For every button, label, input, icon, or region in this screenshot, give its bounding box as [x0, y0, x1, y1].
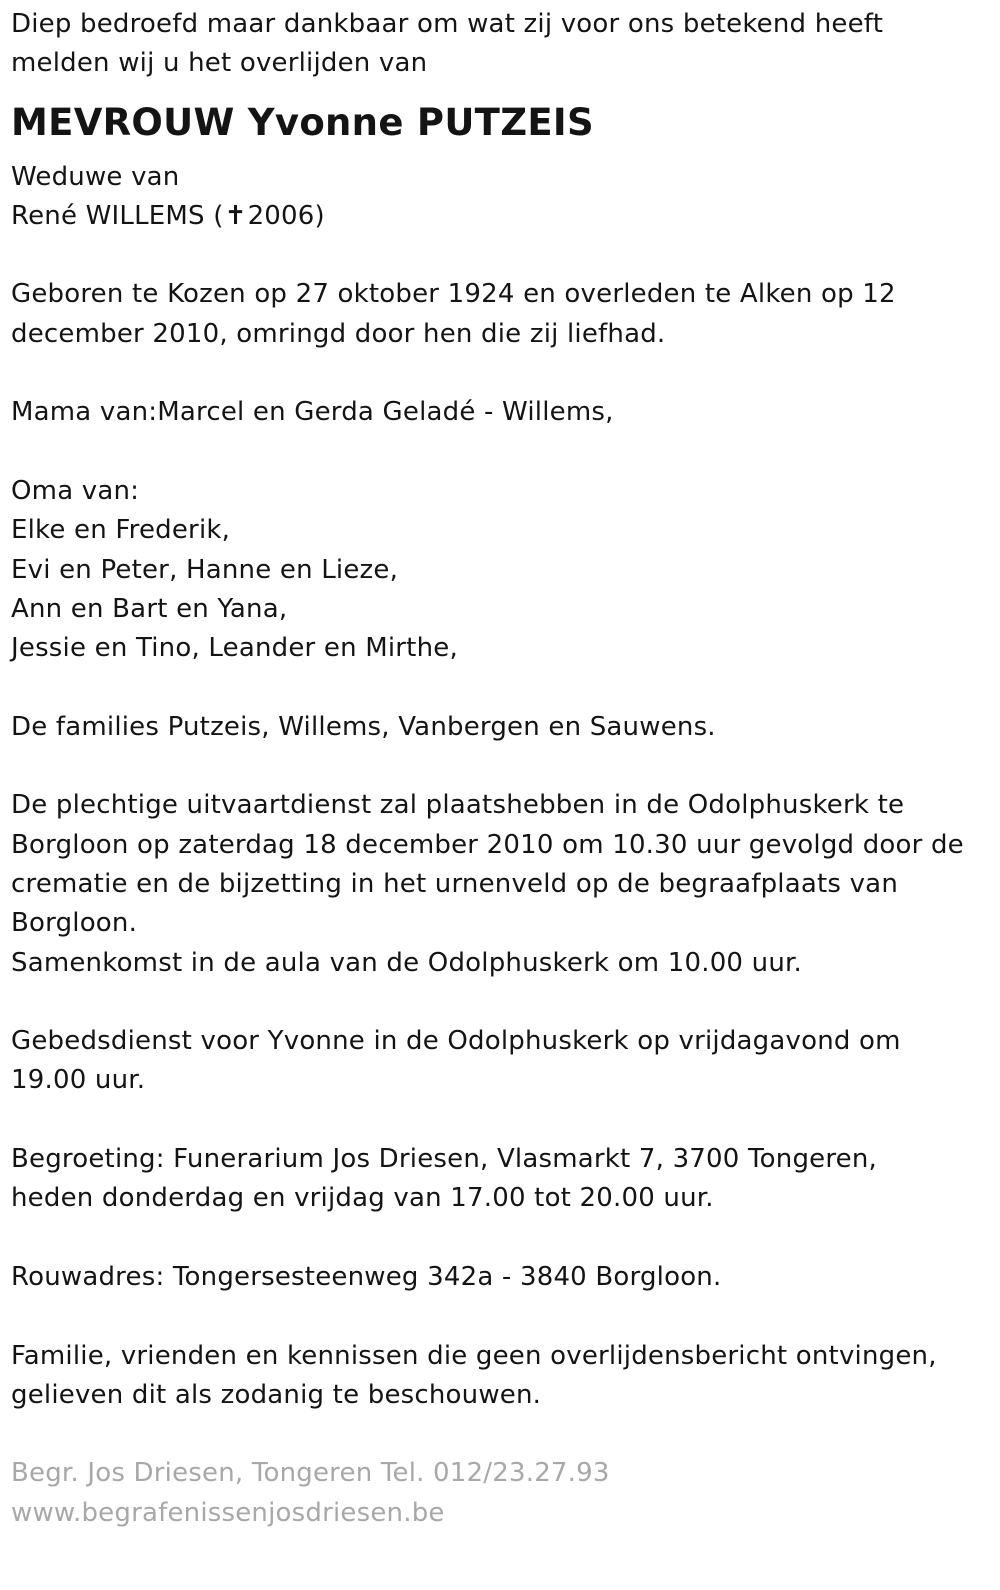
- obituary-notice: [11, 5, 986, 1533]
- prayer-line: 19.00 uur.: [11, 1065, 146, 1096]
- closing-line: Familie, vrienden en kennissen die geen overlijdensbericht ontvingen,: [11, 1340, 937, 1371]
- service-line: crematie en de bijzetting in het urnenveld op de begraafplaats van: [11, 868, 898, 899]
- birth-death-line: Geboren te Kozen op 27 oktober 1924 en overleden te Alken op 12: [11, 279, 896, 310]
- birth-death-paragraph: [11, 275, 986, 354]
- families-line: De families Putzeis, Willems, Vanbergen en Sauwens.: [11, 711, 716, 742]
- spacer: [11, 1219, 986, 1258]
- spouse-name: René WILLEMS (: [11, 200, 224, 231]
- spacer: [11, 983, 986, 1022]
- intro-text: [11, 5, 986, 84]
- mourning-address: Rouwadres: Tongersesteenweg 342a - 3840 Borgloon.: [11, 1261, 722, 1292]
- widow-of-label: Weduwe van: [11, 161, 180, 192]
- prayer-paragraph: [11, 1022, 986, 1101]
- spouse-line: [11, 197, 986, 236]
- spacer: [11, 1415, 986, 1454]
- oma-line: Ann en Bart en Yana,: [11, 593, 288, 624]
- service-line: Borgloon.: [11, 908, 138, 939]
- spouse-death-year: 2006): [247, 200, 325, 231]
- service-paragraph: [11, 786, 986, 982]
- mama-line: Mama van:Marcel en Gerda Geladé - Willems,: [11, 397, 614, 428]
- website-link[interactable]: www.begrafenissenjosdriesen.be: [11, 1497, 445, 1528]
- oma-line: Oma van:: [11, 475, 140, 506]
- intro-line: Diep bedroefd maar dankbaar om wat zij voor ons betekend heeft: [11, 9, 884, 39]
- deceased-name: MEVROUW Yvonne PUTZEIS: [11, 100, 594, 144]
- oma-paragraph: [11, 472, 986, 668]
- closing-paragraph: [11, 1337, 986, 1416]
- spacer: [11, 433, 986, 472]
- intro-line: melden wij u het overlijden van: [11, 48, 428, 79]
- spacer: [11, 747, 986, 786]
- undertaker-line: Begr. Jos Driesen, Tongeren Tel. 012/23.27.93: [11, 1458, 610, 1489]
- greeting-line: Begroeting: Funerarium Jos Driesen, Vlasmarkt 7, 3700 Tongeren,: [11, 1144, 878, 1175]
- spacer: [11, 1101, 986, 1140]
- birth-death-line: december 2010, omringd door hen die zij liefhad.: [11, 318, 666, 349]
- service-line: De plechtige uitvaartdienst zal plaatshebben in de Odolphuskerk te: [11, 790, 905, 821]
- closing-line: gelieven dit als zodanig te beschouwen.: [11, 1379, 542, 1410]
- footer: [11, 1454, 986, 1533]
- cross-icon: ✝: [224, 200, 247, 231]
- spacer: [11, 1297, 986, 1336]
- service-line: Samenkomst in de aula van de Odolphuskerk om 10.00 uur.: [11, 947, 802, 978]
- spacer: [11, 668, 986, 707]
- greeting-paragraph: [11, 1140, 986, 1219]
- spacer: [11, 236, 986, 275]
- oma-line: Evi en Peter, Hanne en Lieze,: [11, 554, 399, 585]
- oma-line: Elke en Frederik,: [11, 515, 231, 546]
- spacer: [11, 354, 986, 393]
- greeting-line: heden donderdag en vrijdag van 17.00 tot 20.00 uur.: [11, 1183, 714, 1214]
- prayer-line: Gebedsdienst voor Yvonne in de Odolphuskerk op vrijdagavond om: [11, 1026, 901, 1057]
- service-line: Borgloon op zaterdag 18 december 2010 om 10.30 uur gevolgd door de: [11, 829, 964, 860]
- oma-line: Jessie en Tino, Leander en Mirthe,: [11, 633, 458, 664]
